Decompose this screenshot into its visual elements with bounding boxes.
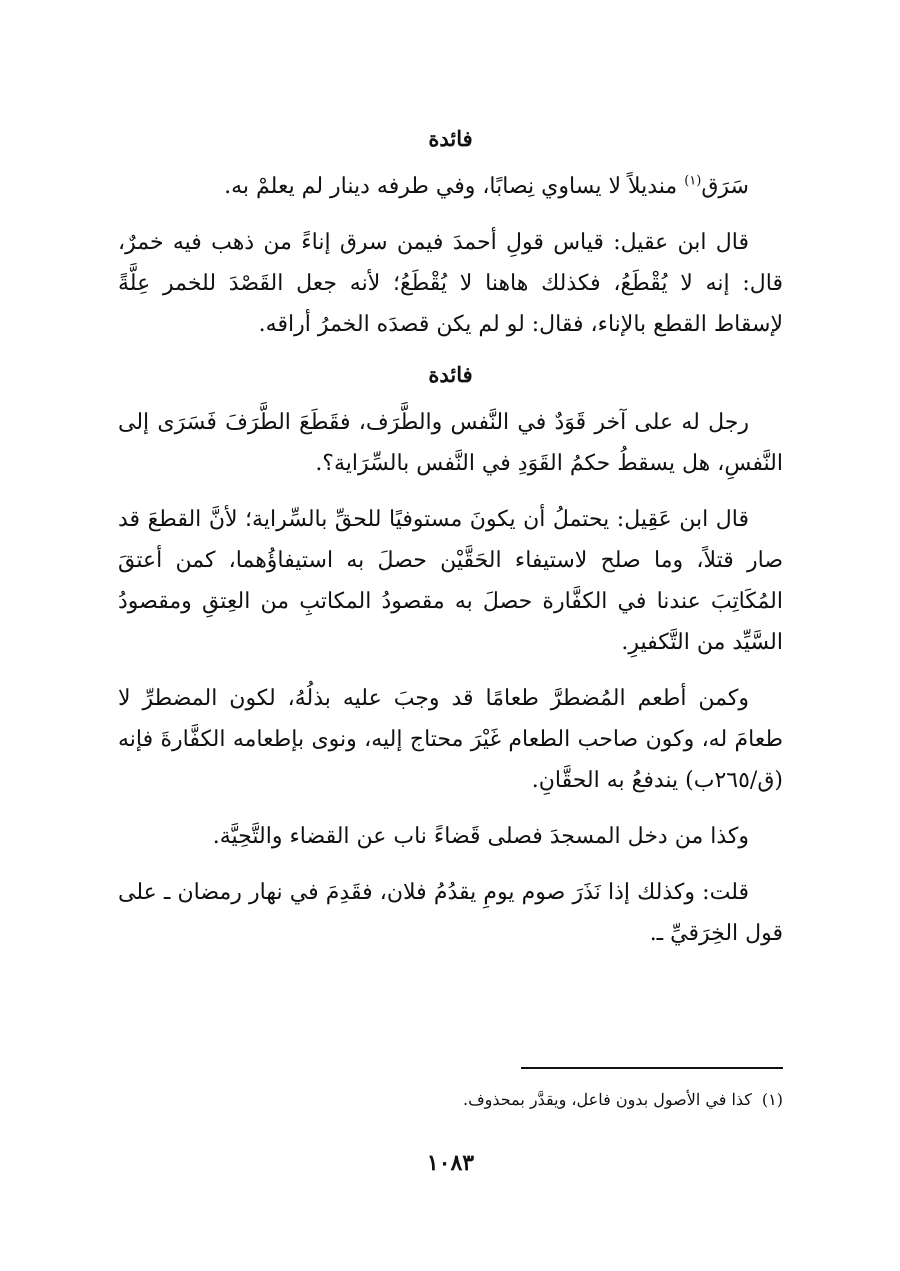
page-number: ١٠٨٣ — [426, 1150, 475, 1176]
footnote-number: (١) — [761, 1090, 783, 1109]
book-page — [118, 110, 783, 1176]
paragraph-5: وكمن أطعم المُضطرَّ طعامًا قد وجبَ عليه بذلُهُ، لكون المضطرِّ لا طعامَ له، وكون صاحب الطعام غَيْرَ محتاج إليه، ونوى بإطعامه الكفَّارةَ فإنه (ق/٢٦٥ب) يندفعُ به الحقَّانِ. — [118, 686, 783, 793]
section-heading-2: فائدة — [428, 362, 473, 387]
paragraph-3: رجل له على آخر قَوَدٌ في النَّفس والطَّرَف، فقَطَعَ الطَّرَفَ فَسَرَى إلى النَّفسِ، هل يسقطُ حكمُ القَوَدِ في النَّفس بالسِّرَاية؟. — [118, 410, 783, 476]
paragraph-7: قلت: وكذلك إذا نَذَرَ صوم يومِ يقدُمُ فلان، فقَدِمَ في نهار رمضان ـ على قول الخِرَقيِّ ـ. — [118, 880, 783, 946]
paragraph-1-start: سَرَق — [701, 174, 749, 199]
footnote — [118, 1087, 783, 1113]
footnote-text: كذا في الأصول بدون فاعل، ويقدَّر بمحذوف. — [462, 1090, 752, 1109]
paragraph-4: قال ابن عَقِيل: يحتملُ أن يكونَ مستوفيًا للحقِّ بالسِّراية؛ لأنَّ القطعَ قد صار قتلاً، وما صلح لاستيفاء الحَقَّيْن حصلَ به استيفاؤُهما، كمن أعتقَ المُكَاتِبَ عندنا في الكفَّارة حصلَ به مقصودُ المكاتبِ من العِتقِ ومقصودُ السَّيِّد من التَّكفيرِ. — [118, 507, 783, 655]
paragraph-6: وكذا من دخل المسجدَ فصلى قَضاءً ناب عن القضاء والتَّحِيَّة. — [212, 824, 749, 849]
footnote-reference: (١) — [684, 173, 702, 189]
paragraph-1-rest: منديلاً لا يساوي نِصابًا، وفي طرفه دينار لم يعلمْ به. — [224, 174, 685, 199]
section-heading-1: فائدة — [428, 126, 473, 151]
footnote-divider — [521, 1067, 783, 1069]
paragraph-1 — [118, 166, 783, 207]
paragraph-2: قال ابن عقيل: قياس قولِ أحمدَ فيمن سرق إناءً من ذهب فيه خمرٌ، قال: إنه لا يُقْطَعُ، فكذلك هاهنا لا يُقْطَعُ؛ لأنه جعل القَصْدَ للخمر عِلَّةً لإسقاط القطع بالإناء، فقال: لو لم يكن قصدَه الخمرُ أراقه. — [118, 230, 783, 337]
